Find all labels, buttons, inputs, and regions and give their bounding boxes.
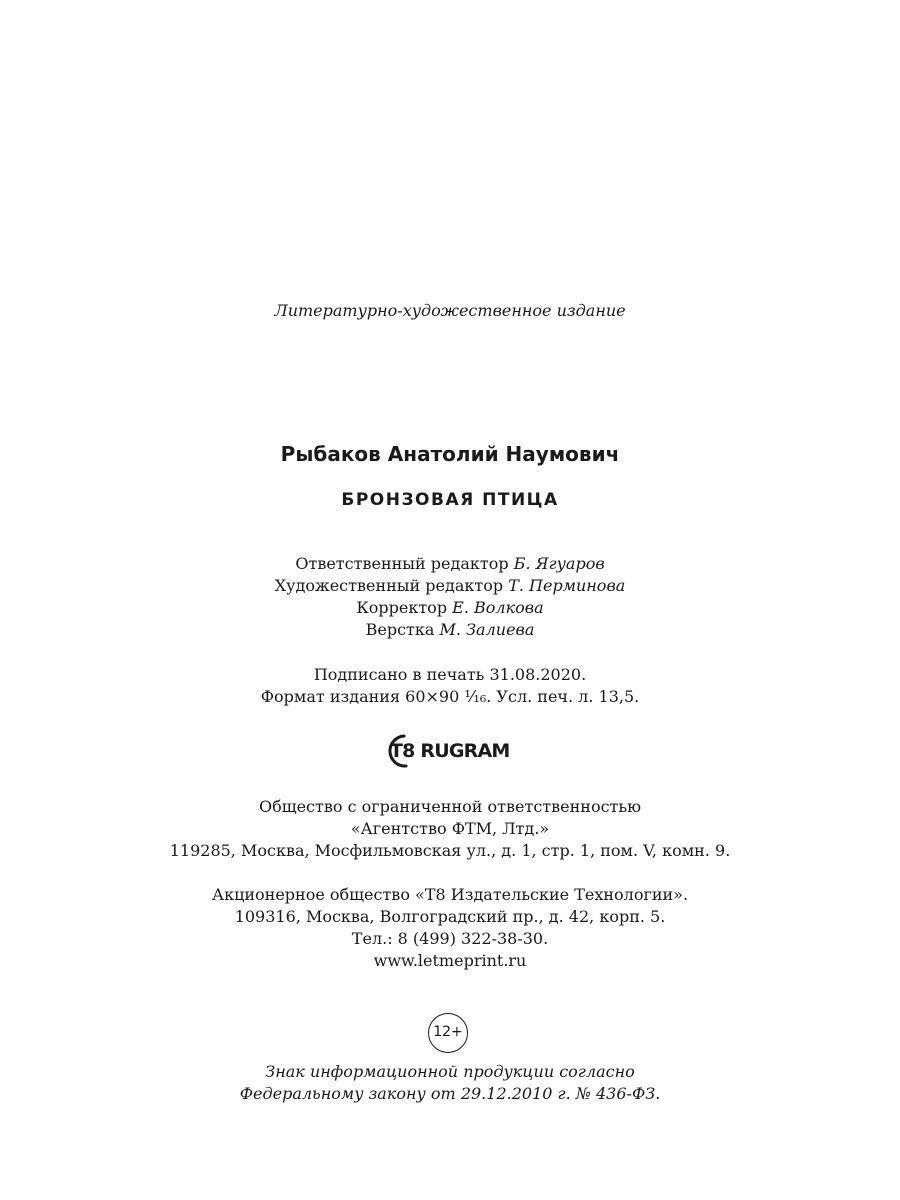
credit-name: М. Залиева — [439, 620, 535, 639]
author-name: Рыбаков Анатолий Наумович — [280, 442, 620, 466]
print-signed-date: Подписано в печать 31.08.2020. — [313, 665, 587, 684]
publisher-name: «Агентство ФТМ, Лтд.» — [350, 819, 550, 838]
printer-address: 109316, Москва, Волгоградский пр., д. 42, корп. 5. — [234, 907, 666, 926]
credit-role: Корректор — [356, 598, 448, 617]
print-info — [0, 664, 900, 708]
credit-line — [0, 553, 900, 575]
print-format: Формат издания 60×90 ¹⁄₁₆. Усл. печ. л. 13,5. — [260, 687, 640, 706]
logo-text: T8 RUGRAM — [390, 740, 510, 762]
credit-role: Верстка — [365, 620, 435, 639]
credit-line — [0, 619, 900, 641]
publisher-address: 119285, Москва, Мосфильмовская ул., д. 1, стр. 1, пом. V, комн. 9. — [169, 841, 731, 860]
publisher-line: Общество с ограниченной ответственностью — [258, 797, 642, 816]
book-title-text: БРОНЗОВАЯ ПТИЦА — [341, 490, 559, 510]
credit-role: Художественный редактор — [274, 576, 504, 595]
edition-type — [0, 300, 900, 322]
credit-name: Б. Ягуаров — [513, 554, 605, 573]
printer-phone: Тел.: 8 (499) 322-38-30. — [351, 929, 549, 948]
credit-line — [0, 597, 900, 619]
printer-name: Акционерное общество «Т8 Издательские Технологии». — [211, 885, 689, 904]
credits-block — [0, 553, 900, 641]
printer-info — [0, 884, 900, 972]
credit-name: Т. Перминова — [508, 576, 626, 595]
age-rating-badge: 12+ — [428, 1013, 468, 1053]
notice-line: Знак информационной продукции согласно — [265, 1062, 635, 1081]
credit-line — [0, 575, 900, 597]
edition-type-text: Литературно-художественное издание — [274, 301, 626, 320]
book-author — [0, 440, 900, 468]
t8-rugram-logo — [384, 731, 518, 771]
publisher-info — [0, 796, 900, 862]
credit-name: Е. Волкова — [452, 598, 544, 617]
notice-line: Федеральному закону от 29.12.2010 г. № 436-ФЗ. — [239, 1084, 661, 1103]
info-notice — [0, 1061, 900, 1105]
credit-role: Ответственный редактор — [295, 554, 509, 573]
printer-website: www.letmeprint.ru — [373, 951, 527, 970]
book-title — [0, 487, 900, 513]
